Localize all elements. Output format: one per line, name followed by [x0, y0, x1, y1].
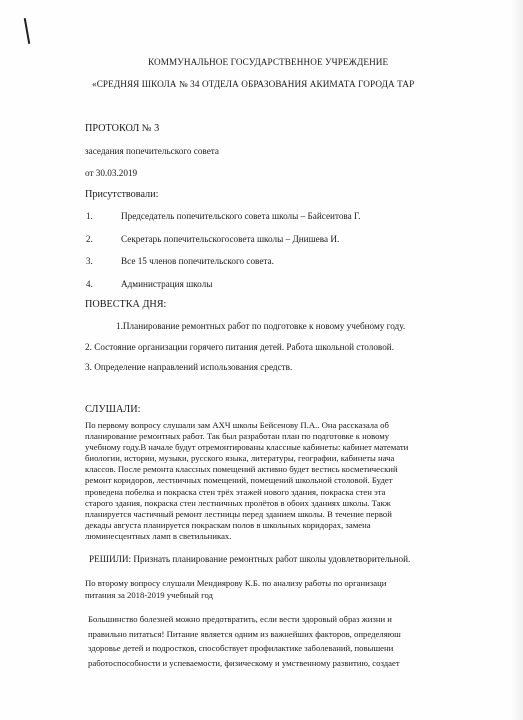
attendance-num: 3.	[86, 256, 93, 266]
paragraph-line: учебному году.В начале будут отремонтированы классные кабинеты: кабинет математи	[85, 442, 409, 453]
agenda-item-1: 1.Планирование ремонтных работ по подготовке к новому учебному году.	[116, 321, 406, 331]
agenda-item-2: 2. Состояние организации горячего питания детей. Работа школьной столовой.	[85, 342, 394, 352]
paragraph-line: ремонт коридоров, лестничных помещений, помещений школьной столовой. Будет	[85, 475, 393, 486]
paragraph-line: биологии, истории, музыки, русского языка, литературы, географии, кабинеты нача	[85, 453, 395, 464]
protocol-subtitle: заседания попечительского совета	[85, 146, 219, 156]
heard-paragraph-3	[88, 612, 523, 670]
heard-paragraph-1	[85, 420, 523, 542]
decision-line: РЕШИЛИ: Признать планирование ремонтных работ школы удовлетворительной.	[89, 554, 411, 564]
heard-paragraph-2	[85, 577, 523, 601]
paragraph-line: здоровье детей и подростков, способствует профилактике заболеваний, повышени	[88, 643, 394, 654]
header-line-2: «СРЕДНЯЯ ШКОЛА № 34 ОТДЕЛА ОБРАЗОВАНИЯ АКИМАТА ГОРОДА ТАР	[92, 79, 415, 89]
heard-label: СЛУШАЛИ:	[85, 404, 141, 415]
attendance-num: 1.	[86, 211, 93, 221]
scan-pen-mark	[24, 18, 30, 44]
paragraph-line: Большинство болезней можно предотвратить, если вести здоровый образ жизни и	[88, 614, 392, 624]
paragraph-line: планирование ремонтных работ. Так был разработан план по подготовке к новому	[85, 431, 390, 442]
paragraph-line: декады августа планируется покраскам полов в школьных коридорах, замена	[85, 519, 371, 530]
paragraph-line: По первому вопросу слушали зам АХЧ школы Бейсенову П.А.. Она рассказала об	[85, 420, 389, 430]
attendance-num: 4.	[86, 279, 93, 289]
agenda-item-3: 3. Определение направлений использования средств.	[85, 362, 293, 372]
attendance-item: Администрация школы	[121, 279, 213, 289]
paragraph-line: работоспособности и успеваемости, физическому и умственному развитию, создает	[88, 657, 400, 668]
attendance-label: Присутствовали:	[85, 189, 159, 200]
paragraph-line: правильно питаться! Питание является одним из важнейших факторов, определяюш	[88, 628, 401, 639]
attendance-num: 2.	[86, 234, 93, 244]
paragraph-line: По второму вопросу слушали Мендиярову К.Б. по анализу работы по организаци	[85, 578, 387, 588]
paragraph-line: планируется частичный ремонт лестницы перед зданием школы. В течение первой	[85, 508, 392, 519]
paragraph-line: классов. После ремонта классных помещений активно будет вестись косметический	[85, 464, 398, 475]
attendance-item: Все 15 членов попечительского совета.	[121, 256, 274, 266]
protocol-date: от 30.03.2019	[85, 168, 138, 178]
paragraph-line: люминесцентных ламп в светильниках.	[85, 530, 232, 541]
protocol-title: ПРОТОКОЛ № 3	[85, 123, 160, 134]
paragraph-line: старого здания, покраска стен лестничных пролётов в обоих зданиях школы. Такж	[85, 497, 391, 508]
paragraph-line: проведена побелка и покраска стен трёх этажей нового здания, покраска стен эта	[85, 486, 386, 497]
header-line-1: КОММУНАЛЬНОЕ ГОСУДАРСТВЕННОЕ УЧРЕЖДЕНИЕ	[148, 57, 389, 67]
agenda-label: ПОВЕСТКА ДНЯ:	[85, 299, 167, 310]
paragraph-line: питания за 2018-2019 учебный год	[85, 590, 213, 600]
attendance-item: Секретарь попечительскогосовета школы – Днишева И.	[121, 234, 340, 244]
attendance-item: Председатель попечительского совета школы – Байсеитова Г.	[121, 211, 361, 221]
